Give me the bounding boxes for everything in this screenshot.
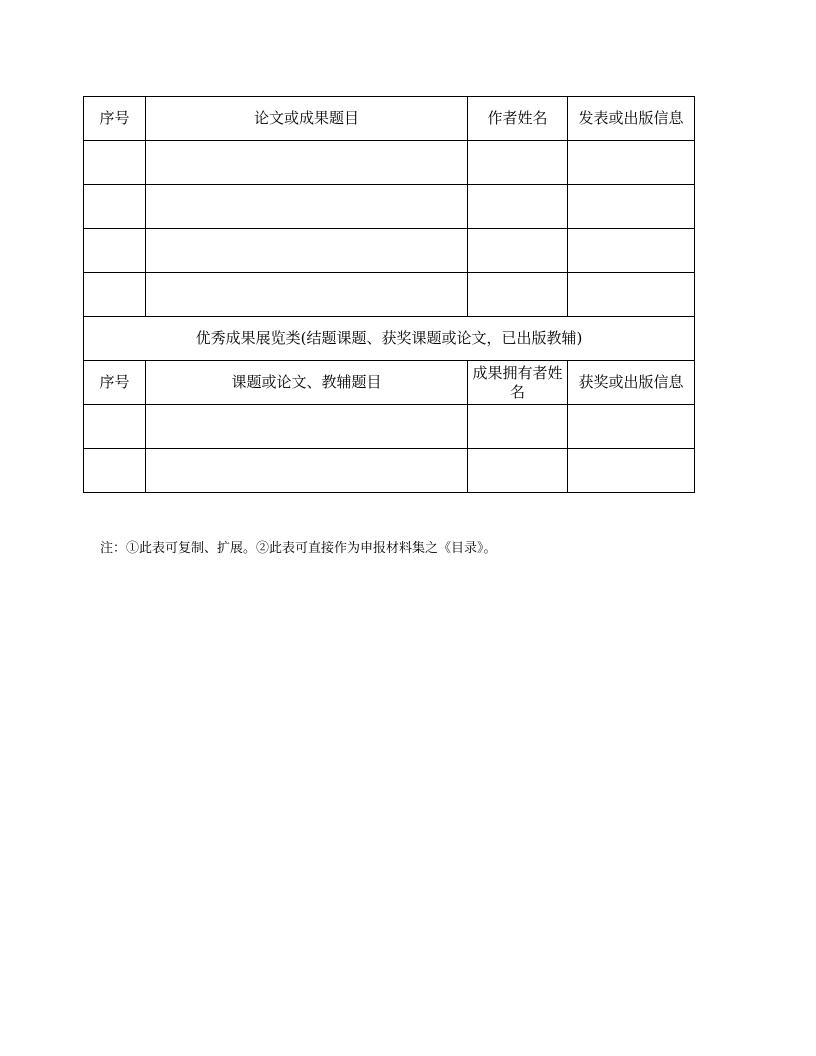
table-cell[interactable] [468, 229, 568, 273]
table-cell[interactable] [146, 185, 468, 229]
table-cell[interactable] [468, 405, 568, 449]
table-cell[interactable] [568, 229, 695, 273]
table-cell[interactable] [146, 229, 468, 273]
table-cell[interactable] [468, 141, 568, 185]
table-cell[interactable] [84, 141, 146, 185]
header-author-name: 作者姓名 [468, 97, 568, 141]
table-cell[interactable] [84, 229, 146, 273]
table-cell[interactable] [568, 405, 695, 449]
table-cell[interactable] [146, 273, 468, 317]
table-row [84, 229, 695, 273]
table-row [84, 405, 695, 449]
table-cell[interactable] [146, 405, 468, 449]
header-serial-number: 序号 [84, 361, 146, 405]
table-row [84, 141, 695, 185]
table-cell[interactable] [568, 185, 695, 229]
header-owner-name: 成果拥有者姓名 [468, 361, 568, 405]
table-cell[interactable] [146, 449, 468, 493]
table-row [84, 273, 695, 317]
header-paper-title: 论文或成果题目 [146, 97, 468, 141]
section1-header-row [84, 97, 695, 141]
table-row [84, 449, 695, 493]
table-cell[interactable] [84, 185, 146, 229]
section2-title: 优秀成果展览类(结题课题、获奖课题或论文，已出版教辅) [84, 317, 695, 361]
achievements-table [83, 96, 695, 493]
section2-title-row [84, 317, 695, 361]
header-serial-number: 序号 [84, 97, 146, 141]
table-cell[interactable] [84, 273, 146, 317]
table-cell[interactable] [84, 405, 146, 449]
table-cell[interactable] [568, 273, 695, 317]
section2-header-row [84, 361, 695, 405]
header-project-title: 课题或论文、教辅题目 [146, 361, 468, 405]
table-cell[interactable] [468, 185, 568, 229]
table-cell[interactable] [568, 141, 695, 185]
table-cell[interactable] [146, 141, 468, 185]
footnote: 注：①此表可复制、扩展。②此表可直接作为申报材料集之《目录》。 [100, 541, 497, 556]
table-cell[interactable] [84, 449, 146, 493]
table-cell[interactable] [568, 449, 695, 493]
header-award-info: 获奖或出版信息 [568, 361, 695, 405]
table-cell[interactable] [468, 449, 568, 493]
table-cell[interactable] [468, 273, 568, 317]
table-row [84, 185, 695, 229]
header-publication-info: 发表或出版信息 [568, 97, 695, 141]
